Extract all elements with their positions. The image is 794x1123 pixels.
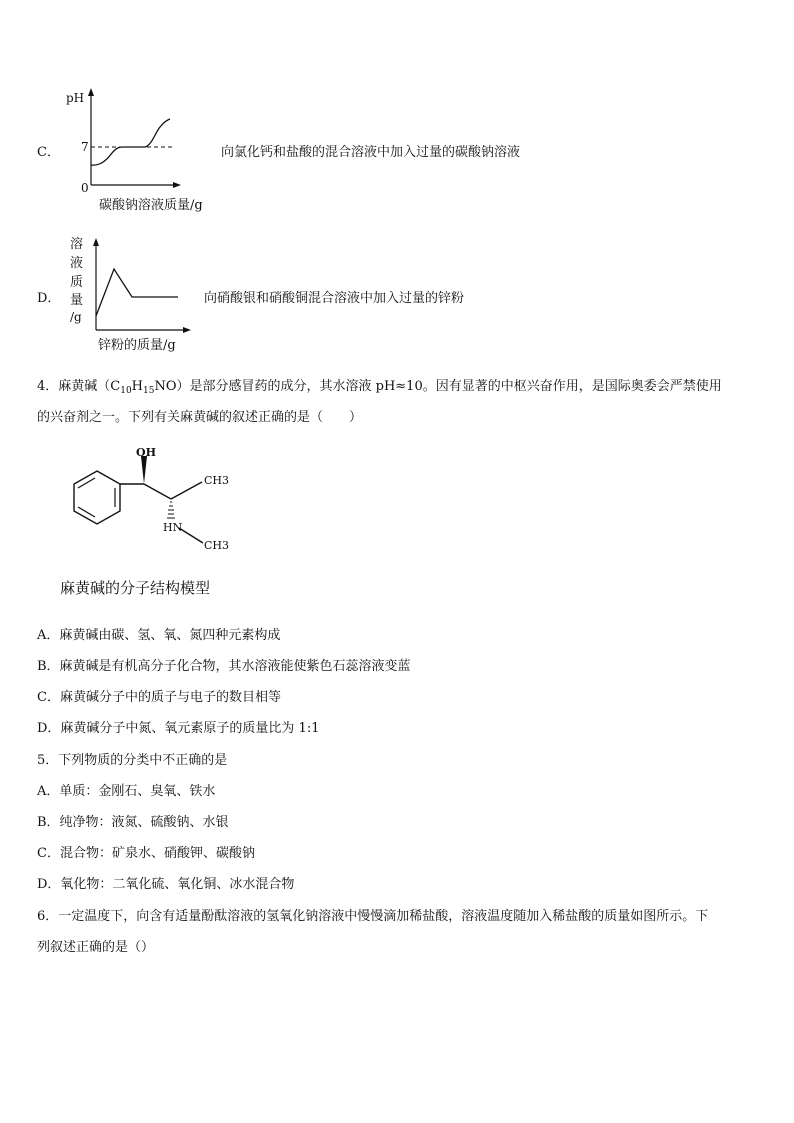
- y-axis-label-1: 溶: [70, 237, 84, 252]
- hash-bond-n: [167, 502, 175, 518]
- x-axis-arrow: [173, 182, 181, 188]
- hn-label: HN: [163, 521, 183, 534]
- q4-option-c: C．麻黄碱分子中的质子与电子的数目相等: [37, 690, 281, 705]
- y-axis-label-3: 质: [70, 275, 84, 290]
- x-axis-label: 锌粉的质量/g: [98, 338, 176, 353]
- ephedrine-structure: [45, 440, 245, 560]
- x-axis-arrow: [183, 327, 191, 333]
- structure-caption: 麻黄碱的分子结构模型: [60, 579, 211, 597]
- q6-stem-line1: 6．一定温度下，向含有适量酚酞溶液的氢氧化钠溶液中慢慢滴加稀盐酸，溶液温度随加入稀盐酸的质量如图所示。下: [37, 909, 709, 924]
- y-axis-arrow: [93, 238, 99, 246]
- ch3-bottom-label: CH3: [204, 539, 230, 552]
- option-c-label: C．: [37, 145, 60, 160]
- ph-curve: [91, 119, 170, 165]
- q4-option-d: D．麻黄碱分子中氮、氧元素原子的质量比为 1:1: [37, 721, 320, 736]
- wedge-bond-oh: [141, 456, 147, 484]
- bond: [179, 528, 203, 543]
- option-d-description: 向硝酸银和硝酸铜混合溶液中加入过量的锌粉: [204, 291, 465, 306]
- y-tick-7: 7: [81, 140, 89, 154]
- origin-label: 0: [81, 181, 89, 195]
- option-c-description: 向氯化钙和盐酸的混合溶液中加入过量的碳酸钠溶液: [221, 145, 521, 160]
- option-d-label: D．: [37, 291, 61, 306]
- y-axis-arrow: [88, 88, 94, 96]
- q5-option-a: A．单质：金刚石、臭氧、铁水: [37, 784, 216, 799]
- bond: [171, 482, 202, 499]
- y-axis-label-5: /g: [70, 310, 82, 324]
- q6-stem-line2: 列叙述正确的是（）: [37, 940, 155, 955]
- q5-stem: 5．下列物质的分类中不正确的是: [37, 753, 228, 768]
- q5-option-b: B．纯净物：液氮、硫酸钠、水银: [37, 815, 229, 830]
- q5-option-c: C．混合物：矿泉水、硝酸钾、碳酸钠: [37, 846, 255, 861]
- q4-stem-line1: 4．麻黄碱$(C_{10}H_{15}NO)$是部分感冒药的成分，其水溶液 pH≈10。因有显著的中枢兴奋作用，是国际奥委会严禁使用: [37, 379, 722, 396]
- benzene-ring: [74, 471, 120, 524]
- ch3-top-label: CH3: [204, 474, 230, 487]
- mass-curve: [96, 269, 178, 316]
- y-axis-label: pH: [66, 91, 85, 105]
- q4-stem-line2: 的兴奋剂之一。下列有关麻黄碱的叙述正确的是（ ）: [37, 410, 363, 425]
- q4-option-b: B．麻黄碱是有机高分子化合物，其水溶液能使紫色石蕊溶液变蓝: [37, 659, 411, 674]
- x-axis-label: 碳酸钠溶液质量/g: [99, 198, 203, 213]
- option-c-ph-graph: [60, 85, 225, 215]
- oh-label: OH: [136, 446, 156, 459]
- y-axis-label-4: 量: [70, 293, 84, 308]
- q4-option-a: A．麻黄碱由碳、氢、氧、氮四种元素构成: [37, 628, 281, 643]
- q5-option-d: D．氧化物：二氧化硫、氧化铜、冰水混合物: [37, 877, 295, 892]
- y-axis-label-2: 液: [70, 256, 84, 271]
- bond: [144, 484, 171, 499]
